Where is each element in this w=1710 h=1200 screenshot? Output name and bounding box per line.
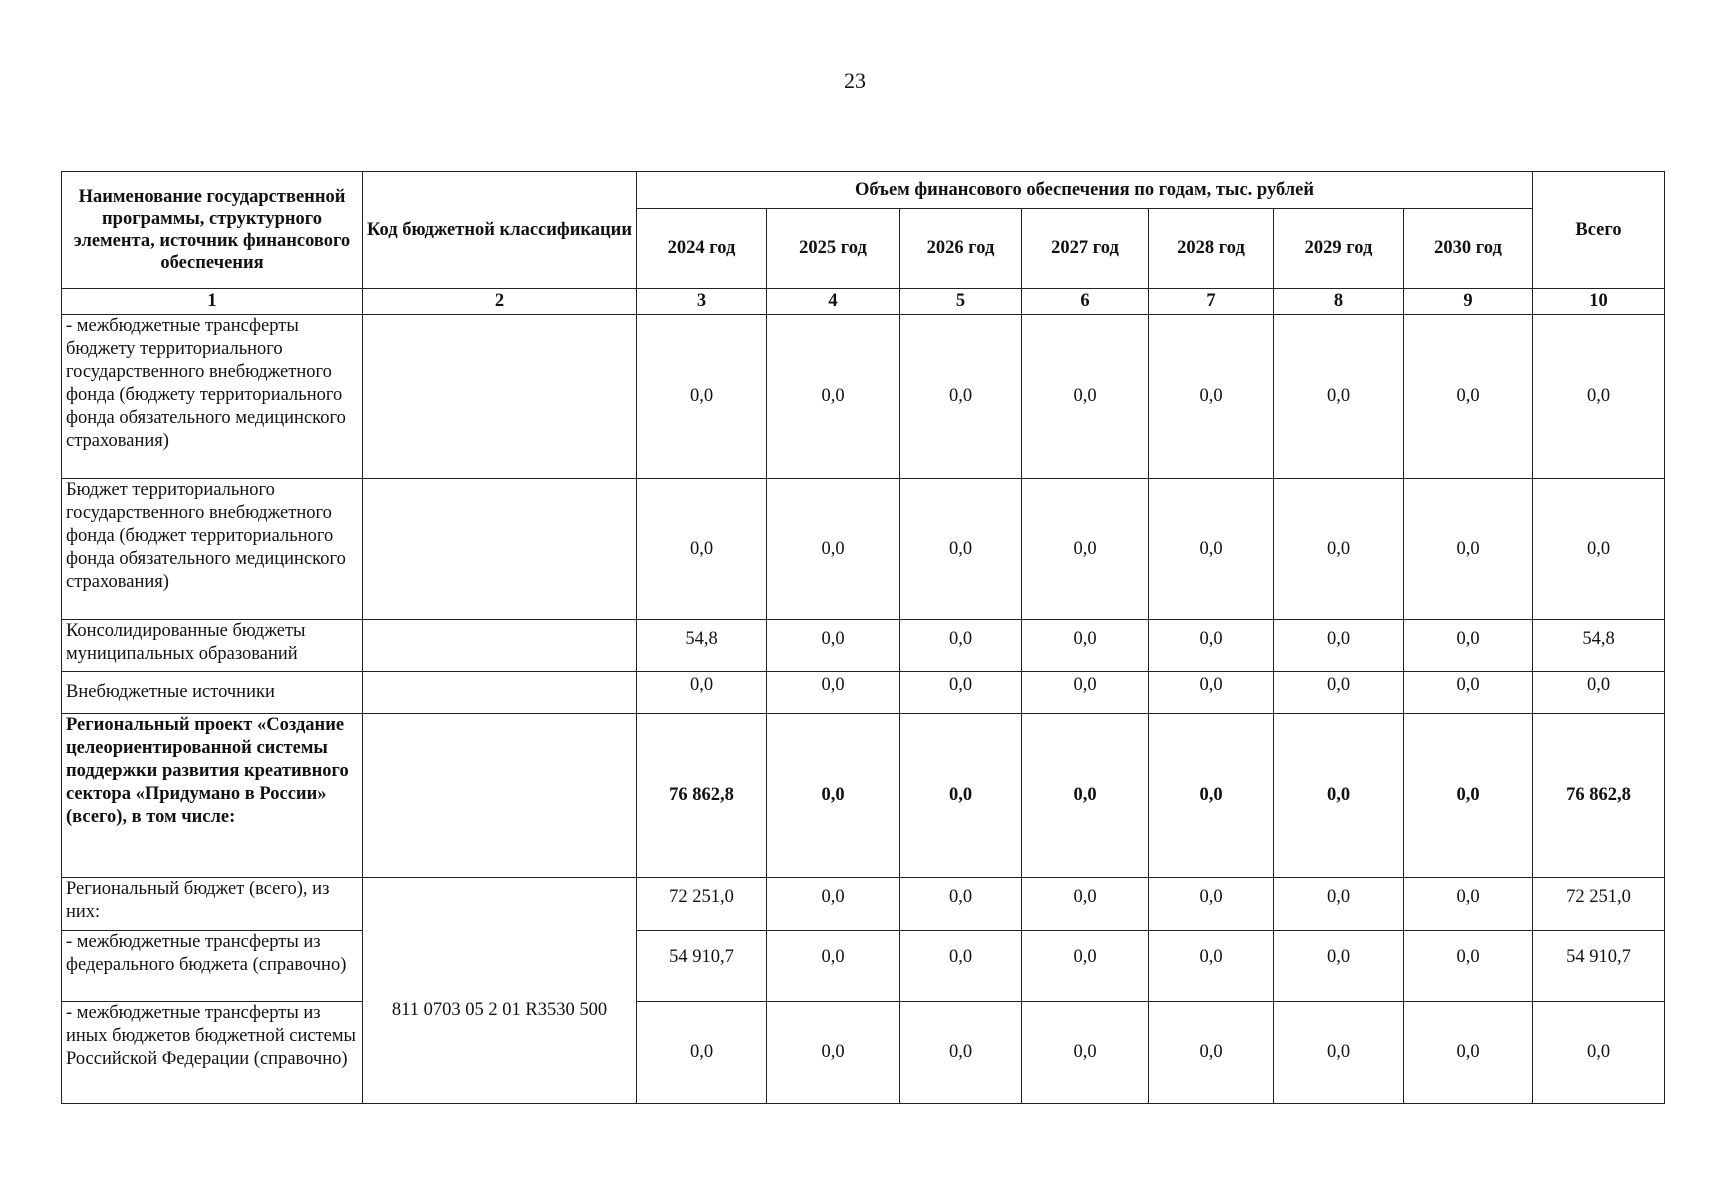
row-value: 0,0 bbox=[1274, 878, 1404, 931]
column-number: 2 bbox=[363, 289, 637, 315]
row-value: 0,0 bbox=[767, 479, 900, 620]
column-number: 8 bbox=[1274, 289, 1404, 315]
row-value: 0,0 bbox=[1404, 714, 1533, 878]
row-value: 0,0 bbox=[1404, 315, 1533, 479]
row-total: 54,8 bbox=[1533, 620, 1665, 672]
row-value: 0,0 bbox=[1404, 672, 1533, 714]
row-value: 0,0 bbox=[1022, 672, 1149, 714]
header-year: 2025 год bbox=[767, 209, 900, 289]
header-code: Код бюджетной классификации bbox=[363, 172, 637, 289]
row-name: Региональный бюджет (всего), из них: bbox=[62, 878, 363, 931]
row-value: 0,0 bbox=[767, 931, 900, 1002]
row-value: 0,0 bbox=[767, 315, 900, 479]
row-value: 0,0 bbox=[1404, 479, 1533, 620]
table-row bbox=[62, 315, 1665, 479]
row-value: 0,0 bbox=[1274, 620, 1404, 672]
row-value: 0,0 bbox=[1404, 878, 1533, 931]
row-code: 811 0703 05 2 01 R3530 500 bbox=[363, 878, 637, 1104]
row-value: 54,8 bbox=[637, 620, 767, 672]
row-code bbox=[363, 620, 637, 672]
row-name: Внебюджетные источники bbox=[62, 672, 363, 714]
row-value: 0,0 bbox=[1149, 672, 1274, 714]
row-value: 0,0 bbox=[1149, 479, 1274, 620]
row-value: 0,0 bbox=[1149, 315, 1274, 479]
header-year: 2027 год bbox=[1022, 209, 1149, 289]
row-value: 0,0 bbox=[1274, 479, 1404, 620]
row-value: 0,0 bbox=[637, 479, 767, 620]
row-code bbox=[363, 315, 637, 479]
table-row bbox=[62, 672, 1665, 714]
column-number: 7 bbox=[1149, 289, 1274, 315]
row-value: 0,0 bbox=[1149, 714, 1274, 878]
row-value: 0,0 bbox=[1022, 714, 1149, 878]
row-value: 0,0 bbox=[900, 1002, 1022, 1104]
row-value: 0,0 bbox=[767, 714, 900, 878]
row-value: 76 862,8 bbox=[637, 714, 767, 878]
row-code bbox=[363, 672, 637, 714]
row-value: 0,0 bbox=[900, 315, 1022, 479]
row-code bbox=[363, 714, 637, 878]
row-name: - межбюджетные трансферты из иных бюджетов бюджетной системы Российской Федерации (справочно) bbox=[62, 1002, 363, 1104]
page-number: 23 bbox=[844, 68, 866, 93]
column-number: 1 bbox=[62, 289, 363, 315]
row-value: 0,0 bbox=[1274, 931, 1404, 1002]
row-total: 0,0 bbox=[1533, 1002, 1665, 1104]
column-number: 10 bbox=[1533, 289, 1665, 315]
row-value: 0,0 bbox=[1149, 1002, 1274, 1104]
row-value: 0,0 bbox=[1274, 672, 1404, 714]
table-row bbox=[62, 878, 1665, 931]
row-value: 0,0 bbox=[900, 931, 1022, 1002]
table-row bbox=[62, 714, 1665, 878]
row-value: 0,0 bbox=[637, 672, 767, 714]
row-total: 76 862,8 bbox=[1533, 714, 1665, 878]
row-value: 0,0 bbox=[1022, 1002, 1149, 1104]
header-year: 2028 год bbox=[1149, 209, 1274, 289]
column-number: 4 bbox=[767, 289, 900, 315]
column-number: 5 bbox=[900, 289, 1022, 315]
row-value: 0,0 bbox=[1404, 1002, 1533, 1104]
row-value: 0,0 bbox=[767, 878, 900, 931]
row-value: 0,0 bbox=[1022, 620, 1149, 672]
row-value: 54 910,7 bbox=[637, 931, 767, 1002]
row-value: 0,0 bbox=[1149, 620, 1274, 672]
row-value: 0,0 bbox=[1274, 315, 1404, 479]
row-total: 0,0 bbox=[1533, 479, 1665, 620]
row-value: 0,0 bbox=[1404, 620, 1533, 672]
row-value: 0,0 bbox=[1274, 714, 1404, 878]
row-value: 0,0 bbox=[1149, 931, 1274, 1002]
row-value: 0,0 bbox=[1404, 931, 1533, 1002]
row-code bbox=[363, 479, 637, 620]
row-value: 0,0 bbox=[637, 315, 767, 479]
row-value: 0,0 bbox=[1022, 315, 1149, 479]
row-name: Региональный проект «Создание целеориентированной системы поддержки развития креативного сектора «Придумано в России» (всего), в том числе: bbox=[62, 714, 363, 878]
column-number: 3 bbox=[637, 289, 767, 315]
row-value: 0,0 bbox=[900, 620, 1022, 672]
header-year: 2030 год bbox=[1404, 209, 1533, 289]
row-value: 0,0 bbox=[767, 1002, 900, 1104]
row-value: 0,0 bbox=[1149, 878, 1274, 931]
row-total: 0,0 bbox=[1533, 315, 1665, 479]
row-value: 0,0 bbox=[1022, 931, 1149, 1002]
header-year: 2026 год bbox=[900, 209, 1022, 289]
row-name: - межбюджетные трансферты из федерального бюджета (справочно) bbox=[62, 931, 363, 1002]
header-year: 2024 год bbox=[637, 209, 767, 289]
table-row bbox=[62, 479, 1665, 620]
header-volume: Объем финансового обеспечения по годам, тыс. рублей bbox=[637, 172, 1533, 209]
row-value: 72 251,0 bbox=[637, 878, 767, 931]
row-total: 72 251,0 bbox=[1533, 878, 1665, 931]
header-year: 2029 год bbox=[1274, 209, 1404, 289]
financing-table bbox=[61, 171, 1665, 1104]
row-value: 0,0 bbox=[900, 714, 1022, 878]
row-value: 0,0 bbox=[900, 672, 1022, 714]
row-value: 0,0 bbox=[767, 620, 900, 672]
row-total: 54 910,7 bbox=[1533, 931, 1665, 1002]
row-value: 0,0 bbox=[1274, 1002, 1404, 1104]
header-total: Всего bbox=[1533, 172, 1665, 289]
row-name: Консолидированные бюджеты муниципальных образований bbox=[62, 620, 363, 672]
column-number: 6 bbox=[1022, 289, 1149, 315]
header-name: Наименование государственной программы, структурного элемента, источник финансового обеспечения bbox=[62, 172, 363, 289]
column-number: 9 bbox=[1404, 289, 1533, 315]
table-row bbox=[62, 1002, 1665, 1104]
row-total: 0,0 bbox=[1533, 672, 1665, 714]
row-value: 0,0 bbox=[1022, 479, 1149, 620]
row-value: 0,0 bbox=[900, 878, 1022, 931]
table-row bbox=[62, 931, 1665, 1002]
row-name: Бюджет территориального государственного внебюджетного фонда (бюджет территориального фонда обязательного медицинского страхования) bbox=[62, 479, 363, 620]
row-value: 0,0 bbox=[637, 1002, 767, 1104]
row-value: 0,0 bbox=[900, 479, 1022, 620]
table-row bbox=[62, 620, 1665, 672]
row-value: 0,0 bbox=[767, 672, 900, 714]
row-value: 0,0 bbox=[1022, 878, 1149, 931]
row-name: - межбюджетные трансферты бюджету территориального государственного внебюджетного фонда (бюджету территориального фонда обязательного медицинского страхования) bbox=[62, 315, 363, 479]
